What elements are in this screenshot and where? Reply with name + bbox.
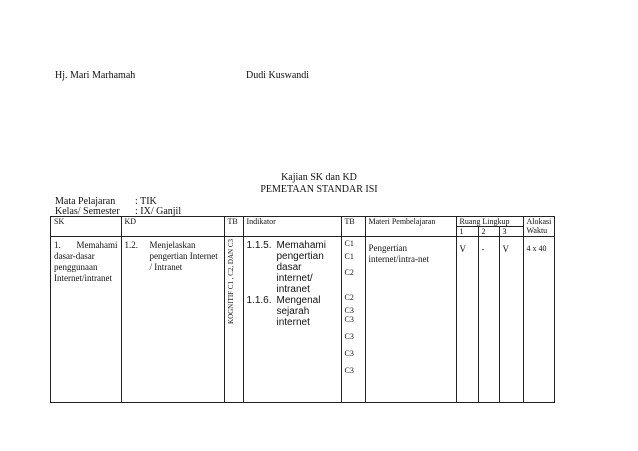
subject-value: : TIK xyxy=(135,196,157,207)
cell-tb2 xyxy=(341,237,365,403)
header-indikator: Indikator xyxy=(243,217,341,237)
cell-tb xyxy=(224,237,243,403)
cell-indikator xyxy=(243,237,341,403)
indikator-number: 1.1.6. xyxy=(246,295,272,306)
tb2-item: C1 xyxy=(344,252,354,261)
cell-ruang-3: V xyxy=(499,237,523,403)
heading-title: Kajian SK dan KD xyxy=(281,172,357,183)
cell-kd xyxy=(121,237,224,403)
header-alokasi: Alokasi Waktu xyxy=(523,217,555,237)
cell-ruang-2: - xyxy=(478,237,499,403)
materi-text: Pengertian internet/intra-net xyxy=(368,243,429,264)
tb2-item: C3 xyxy=(344,366,354,375)
indikator-item xyxy=(247,295,338,328)
header-sk: SK xyxy=(51,217,122,237)
tb2-item: C2 xyxy=(344,268,354,277)
tb2-item: C3 xyxy=(344,306,354,315)
heading-subtitle: PEMETAAN STANDAR ISI xyxy=(260,184,378,195)
cell-sk xyxy=(51,237,122,403)
header-materi: Materi Pembelajaran xyxy=(365,217,456,237)
header-ruang-3: 3 xyxy=(499,227,523,237)
indikator-text: Mengenal sejarah internet xyxy=(276,295,321,328)
cell-ruang-1: V xyxy=(456,237,478,403)
kd-text: Menjelaskan pengertian Internet / Intranet xyxy=(149,240,218,272)
cell-materi xyxy=(365,237,456,403)
class-value: : IX/ Ganjil xyxy=(135,206,182,217)
tb2-item: C3 xyxy=(344,315,354,324)
header-ruang-lingkup: Ruang Lingkup xyxy=(456,217,523,227)
mapping-table xyxy=(50,216,555,403)
kd-number: 1.2. xyxy=(124,240,138,250)
indikator-number: 1.1.5. xyxy=(246,240,272,251)
tb2-item: C2 xyxy=(344,293,354,302)
sk-text: 1. Memahami dasar-dasar penggunaan Internet/intranet xyxy=(54,240,118,283)
header-ruang-2: 2 xyxy=(478,227,499,237)
cell-alokasi: 4 x 40 xyxy=(523,237,555,403)
header-ruang-1: 1 xyxy=(456,227,478,237)
tb2-item: C1 xyxy=(344,239,354,248)
tb2-item: C3 xyxy=(344,349,354,358)
class-label: Kelas/ Semester xyxy=(55,206,120,217)
header-tb2: TB xyxy=(341,217,365,237)
tb-vertical-text: KOGNITIF C1 , C2, DAN C3 xyxy=(226,239,235,324)
subject-label: Mata Pelajaran xyxy=(55,196,116,207)
indikator-text: Memahami pengertian dasar internet/ intranet xyxy=(276,240,326,295)
header-tb: TB xyxy=(224,217,243,237)
header-kd: KD xyxy=(121,217,224,237)
signature-left: Hj. Mari Marhamah xyxy=(55,70,136,81)
signature-right: Dudi Kuswandi xyxy=(246,70,310,81)
tb2-item: C3 xyxy=(344,332,354,341)
indikator-item xyxy=(247,240,338,295)
